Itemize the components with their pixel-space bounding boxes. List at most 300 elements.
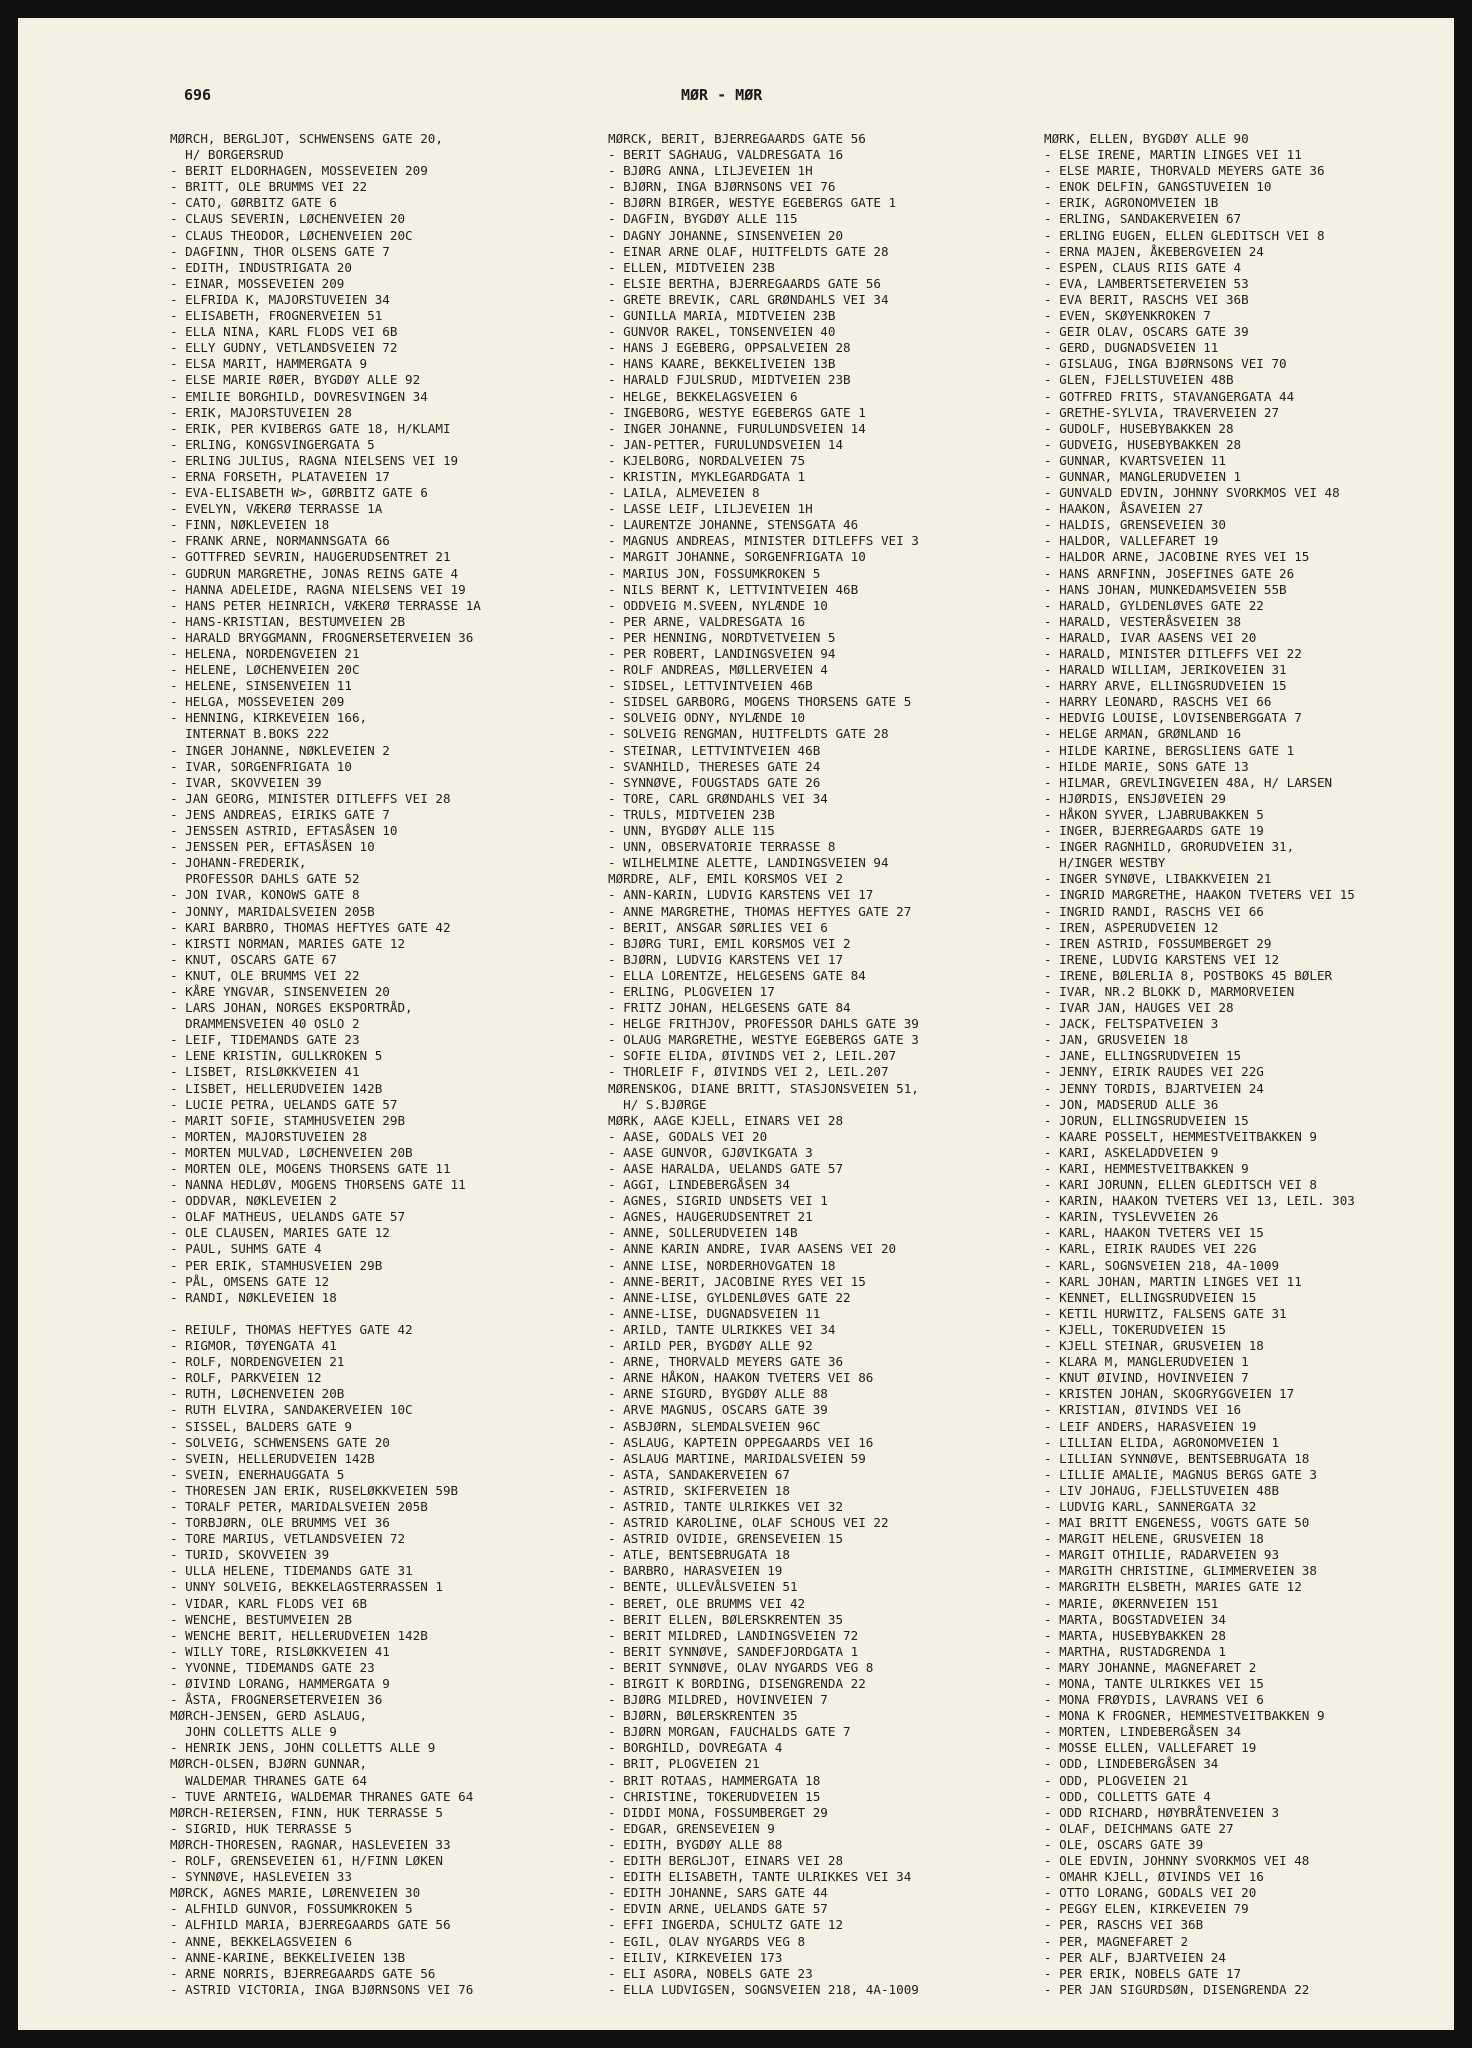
directory-entry: - FINN, NØKLEVEIEN 18 xyxy=(170,517,330,533)
directory-entry: - KNUT, OSCARS GATE 67 xyxy=(170,951,337,967)
directory-entry: - OLAF, DEICHMANS GATE 27 xyxy=(1044,1820,1234,1836)
directory-entry: - PER ROBERT, LANDINGSVEIEN 94 xyxy=(608,646,836,661)
directory-entry: - PAUL, SUHMS GATE 4 xyxy=(170,1241,322,1257)
directory-entry: - EDGAR, GRENSEVEIEN 9 xyxy=(608,1820,775,1836)
directory-entry: - ROLF ANDREAS, MØLLERVEIEN 4 xyxy=(608,662,828,678)
directory-entry: - BJØRG MILDRED, HOVINVEIEN 7 xyxy=(608,1692,828,1708)
directory-entry: H/ S.BJØRGE xyxy=(608,1096,707,1112)
directory-entry: - KARIN, TYSLEVVEIEN 26 xyxy=(1044,1209,1219,1225)
directory-column-1 xyxy=(170,131,590,1998)
directory-entry: - TURID, SKOVVEIEN 39 xyxy=(170,1547,330,1563)
directory-entry: - LEIF ANDERS, HARASVEIEN 19 xyxy=(1044,1418,1257,1434)
directory-entry: - HILMAR, GREVLINGVEIEN 48A, H/ LARSEN xyxy=(1044,774,1333,790)
directory-entry: - ANNE, SOLLERUDVEIEN 14B xyxy=(608,1225,798,1241)
directory-entry: - RANDI, NØKLEVEIEN 18 xyxy=(170,1289,337,1305)
directory-entry: - TRULS, MIDTVEIEN 23B xyxy=(608,806,775,822)
directory-entry: - GLEN, FJELLSTUVEIEN 48B xyxy=(1044,372,1234,388)
directory-entry: - LILLIAN ELIDA, AGRONOMVEIEN 1 xyxy=(1044,1434,1280,1450)
directory-entry: - ASLAUG, KAPTEIN OPPEGAARDS VEI 16 xyxy=(608,1434,874,1450)
directory-entry: - PÅL, OMSENS GATE 12 xyxy=(170,1273,330,1289)
directory-entry: - PER, RASCHS VEI 36B xyxy=(1044,1917,1204,1933)
directory-entry: - ULLA HELENE, TIDEMANDS GATE 31 xyxy=(170,1563,413,1579)
directory-entry: - IREN, ASPERUDVEIEN 12 xyxy=(1044,919,1219,935)
directory-entry: - MORTEN OLE, MOGENS THORSENS GATE 11 xyxy=(170,1161,451,1176)
directory-entry: - YVONNE, TIDEMANDS GATE 23 xyxy=(170,1659,375,1675)
directory-entry: - HARALD, IVAR AASENS VEI 20 xyxy=(1044,629,1257,645)
directory-entry: - JONNY, MARIDALSVEIEN 205B xyxy=(170,903,375,919)
directory-entry: - ASTRID KAROLINE, OLAF SCHOUS VEI 22 xyxy=(608,1515,889,1531)
directory-entry: - INGER, BJERREGAARDS GATE 19 xyxy=(1044,823,1264,839)
directory-entry: - EINAR, MOSSEVEIEN 209 xyxy=(170,275,345,291)
directory-entry: - GOTTFRED SEVRIN, HAUGERUDSENTRET 21 xyxy=(170,549,451,565)
directory-entry: - JAN, GRUSVEIEN 18 xyxy=(1044,1032,1189,1048)
directory-entry: - INGRID RANDI, RASCHS VEI 66 xyxy=(1044,903,1264,919)
directory-entry: - KNUT ØIVIND, HOVINVEIEN 7 xyxy=(1044,1370,1249,1386)
directory-entry: - HALDOR, VALLEFARET 19 xyxy=(1044,533,1219,549)
directory-entry: - SIGRID, HUK TERRASSE 5 xyxy=(170,1820,352,1836)
directory-entry: - OLAF MATHEUS, UELANDS GATE 57 xyxy=(170,1209,406,1225)
directory-entry: - LIV JOHAUG, FJELLSTUVEIEN 48B xyxy=(1044,1482,1280,1498)
directory-entry: - SVEIN, ENERHAUGGATA 5 xyxy=(170,1466,345,1482)
directory-entry: - ELISABETH, FROGNERVEIEN 51 xyxy=(170,308,383,324)
directory-entry: - GISLAUG, INGA BJØRNSONS VEI 70 xyxy=(1044,356,1287,372)
directory-entry: - AGNES, HAUGERUDSENTRET 21 xyxy=(608,1209,813,1225)
directory-entry: - KARL, HAAKON TVETERS VEI 15 xyxy=(1044,1225,1264,1241)
directory-entry: - LASSE LEIF, LILJEVEIEN 1H xyxy=(608,501,813,517)
directory-entry: - ATLE, BENTSEBRUGATA 18 xyxy=(608,1547,790,1563)
directory-column-2 xyxy=(608,131,1028,1998)
directory-entry: H/INGER WESTBY xyxy=(1044,855,1166,871)
directory-entry: - GUNNAR, MANGLERUDVEIEN 1 xyxy=(1044,468,1242,484)
directory-entry: - ELSE MARIE RØER, BYGDØY ALLE 92 xyxy=(170,372,421,388)
directory-entry: INTERNAT B.BOKS 222 xyxy=(170,726,330,742)
directory-entry: - MOSSE ELLEN, VALLEFARET 19 xyxy=(1044,1740,1257,1756)
directory-entry: - IRENE, LUDVIG KARSTENS VEI 12 xyxy=(1044,951,1280,967)
directory-entry: - ENOK DELFIN, GANGSTUVEIEN 10 xyxy=(1044,179,1272,195)
directory-entry: - IVAR, NR.2 BLOKK D, MARMORVEIEN xyxy=(1044,983,1295,999)
directory-entry: - HANS KAARE, BEKKELIVEIEN 13B xyxy=(608,356,836,372)
directory-entry: - LAURENTZE JOHANNE, STENSGATA 46 xyxy=(608,517,859,533)
directory-entry: - MARGIT OTHILIE, RADARVEIEN 93 xyxy=(1044,1547,1280,1563)
directory-entry: - MAGNUS ANDREAS, MINISTER DITLEFFS VEI 3 xyxy=(608,533,919,549)
directory-entry: - KARL, SOGNSVEIEN 218, 4A-1009 xyxy=(1044,1257,1280,1273)
directory-entry: - INGRID MARGRETHE, HAAKON TVETERS VEI 15 xyxy=(1044,887,1355,903)
directory-entry: - LUCIE PETRA, UELANDS GATE 57 xyxy=(170,1096,398,1112)
directory-entry: - BERIT SYNNØVE, SANDEFJORDGATA 1 xyxy=(608,1643,859,1659)
directory-entry: - PER ERIK, NOBELS GATE 17 xyxy=(1044,1965,1242,1981)
directory-entry: - HELENE, LØCHENVEIEN 20C xyxy=(170,662,360,678)
directory-entry: - BENTE, ULLEVÅLSVEIEN 51 xyxy=(608,1579,798,1595)
directory-entry: - DAGFIN, BYGDØY ALLE 115 xyxy=(608,211,798,227)
directory-entry: - DIDDI MONA, FOSSUMBERGET 29 xyxy=(608,1804,828,1820)
directory-entry: - BJØRG ANNA, LILJEVEIEN 1H xyxy=(608,163,813,179)
directory-entry: MØRCK, AGNES MARIE, LØRENVEIEN 30 xyxy=(170,1885,421,1901)
directory-entry: - KÅRE YNGVAR, SINSENVEIEN 20 xyxy=(170,983,390,999)
directory-entry: - BJØRN, LUDVIG KARSTENS VEI 17 xyxy=(608,951,844,967)
directory-entry: - HANS J EGEBERG, OPPSALVEIEN 28 xyxy=(608,340,851,356)
directory-entry: - HANNA ADELEIDE, RAGNA NIELSENS VEI 19 xyxy=(170,581,466,597)
directory-entry: - BERIT MILDRED, LANDINGSVEIEN 72 xyxy=(608,1627,859,1643)
directory-entry: - CLAUS THEODOR, LØCHENVEIEN 20C xyxy=(170,227,413,243)
directory-entry: - MARIT SOFIE, STAMHUSVEIEN 29B xyxy=(170,1112,406,1128)
directory-entry: - LEIF, TIDEMANDS GATE 23 xyxy=(170,1032,360,1048)
directory-entry: - BRIT ROTAAS, HAMMERGATA 18 xyxy=(608,1772,821,1788)
directory-entry: - OMAHR KJELL, ØIVINDS VEI 16 xyxy=(1044,1869,1264,1885)
directory-entry: - ELI ASORA, NOBELS GATE 23 xyxy=(608,1965,813,1981)
directory-entry: - CLAUS SEVERIN, LØCHENVEIEN 20 xyxy=(170,211,406,227)
directory-entry: - OLE EDVIN, JOHNNY SVORKMOS VEI 48 xyxy=(1044,1853,1310,1869)
directory-entry: - HELGE ARMAN, GRØNLAND 16 xyxy=(1044,726,1242,742)
directory-entry: - JORUN, ELLINGSRUDVEIEN 15 xyxy=(1044,1112,1249,1128)
directory-entry: - ERLING, KONGSVINGERGATA 5 xyxy=(170,436,375,452)
directory-entry: - EDITH ELISABETH, TANTE ULRIKKES VEI 34 xyxy=(608,1869,912,1885)
directory-entry: - GUNNAR, KVARTSVEIEN 11 xyxy=(1044,452,1226,468)
directory-entry: - MORTEN, MAJORSTUVEIEN 28 xyxy=(170,1128,368,1144)
directory-entry: - SOLVEIG RENGMAN, HUITFELDTS GATE 28 xyxy=(608,726,889,742)
directory-entry: - CHRISTINE, TOKERUDVEIEN 15 xyxy=(608,1788,821,1804)
directory-entry: - HARALD, GYLDENLØVES GATE 22 xyxy=(1044,597,1264,613)
directory-entry: - HENRIK JENS, JOHN COLLETTS ALLE 9 xyxy=(170,1740,436,1756)
directory-entry: - KRISTIAN, ØIVINDS VEI 16 xyxy=(1044,1402,1242,1418)
directory-entry: - LUDVIG KARL, SANNERGATA 32 xyxy=(1044,1498,1257,1514)
directory-entry: MØRK, ELLEN, BYGDØY ALLE 90 xyxy=(1044,131,1249,146)
directory-entry: - THORLEIF F, ØIVINDS VEI 2, LEIL.207 xyxy=(608,1064,889,1080)
directory-entry: - ASTRID, SKIFERVEIEN 18 xyxy=(608,1482,790,1498)
directory-entry: - IRENE, BØLERLIA 8, POSTBOKS 45 BØLER xyxy=(1044,967,1333,983)
directory-entry: - KARI JORUNN, ELLEN GLEDITSCH VEI 8 xyxy=(1044,1177,1317,1193)
directory-entry: - ELFRIDA K, MAJORSTUVEIEN 34 xyxy=(170,291,390,307)
directory-entry: - JENNY, EIRIK RAUDES VEI 22G xyxy=(1044,1064,1264,1080)
directory-entry: - AASE, GODALS VEI 20 xyxy=(608,1128,768,1144)
directory-entry: - GUNVALD EDVIN, JOHNNY SVORKMOS VEI 48 xyxy=(1044,485,1340,501)
directory-entry: - KETIL HURWITZ, FALSENS GATE 31 xyxy=(1044,1305,1287,1321)
directory-entry: DRAMMENSVEIEN 40 OSLO 2 xyxy=(170,1016,360,1032)
directory-entry: - MONA FRØYDIS, LAVRANS VEI 6 xyxy=(1044,1692,1264,1708)
directory-entry: - MARY JOHANNE, MAGNEFARET 2 xyxy=(1044,1659,1257,1675)
directory-entry: - ELLA LUDVIGSEN, SOGNSVEIEN 218, 4A-1009 xyxy=(608,1981,919,1997)
directory-entry: - HELGA, MOSSEVEIEN 209 xyxy=(170,694,345,710)
directory-entry: MØRENSKOG, DIANE BRITT, STASJONSVEIEN 51, xyxy=(608,1080,919,1096)
directory-entry: - UNNY SOLVEIG, BEKKELAGSTERRASSEN 1 xyxy=(170,1579,443,1595)
directory-entry: - TORALF PETER, MARIDALSVEIEN 205B xyxy=(170,1498,428,1514)
directory-entry: - WENCHE, BESTUMVEIEN 2B xyxy=(170,1611,352,1627)
directory-entry: - SIDSEL, LETTVINTVEIEN 46B xyxy=(608,678,813,694)
directory-entry xyxy=(170,1306,590,1322)
directory-entry: - INGEBORG, WESTYE EGEBERGS GATE 1 xyxy=(608,404,866,420)
directory-entry: - ELLA LORENTZE, HELGESENS GATE 84 xyxy=(608,967,866,983)
directory-entry: - EVA BERIT, RASCHS VEI 36B xyxy=(1044,291,1249,307)
directory-entry: - IVAR, SKOVVEIEN 39 xyxy=(170,774,322,790)
directory-entry: - ERIK, PER KVIBERGS GATE 18, H/KLAMI xyxy=(170,420,451,436)
directory-entry: - GEIR OLAV, OSCARS GATE 39 xyxy=(1044,324,1249,340)
directory-entry: - ØIVIND LORANG, HAMMERGATA 9 xyxy=(170,1676,390,1691)
directory-entry: PROFESSOR DAHLS GATE 52 xyxy=(170,871,360,887)
directory-entry: - ODD, COLLETTS GATE 4 xyxy=(1044,1788,1211,1804)
directory-entry: WALDEMAR THRANES GATE 64 xyxy=(170,1772,368,1788)
directory-entry: - ANNE-BERIT, JACOBINE RYES VEI 15 xyxy=(608,1273,866,1289)
directory-entry: - BERET, OLE BRUMMS VEI 42 xyxy=(608,1595,806,1611)
directory-entry: - EVA-ELISABETH W>, GØRBITZ GATE 6 xyxy=(170,485,428,501)
directory-entry: - ERLING, PLOGVEIEN 17 xyxy=(608,983,775,999)
directory-entry: - ANNE, BEKKELAGSVEIEN 6 xyxy=(170,1933,352,1949)
directory-entry: - MORTEN MULVAD, LØCHENVEIEN 20B xyxy=(170,1144,413,1160)
directory-entry: - KRISTIN, MYKLEGARDGATA 1 xyxy=(608,468,806,484)
directory-entry: - GUDRUN MARGRETHE, JONAS REINS GATE 4 xyxy=(170,565,459,581)
directory-entry: - MORTEN, LINDEBERGÅSEN 34 xyxy=(1044,1724,1242,1740)
directory-entry: - EFFI INGERDA, SCHULTZ GATE 12 xyxy=(608,1917,844,1933)
directory-entry: - PEGGY ELEN, KIRKEVEIEN 79 xyxy=(1044,1901,1249,1917)
directory-entry: - STEINAR, LETTVINTVEIEN 46B xyxy=(608,742,821,758)
directory-entry: - EVELYN, VÆKERØ TERRASSE 1A xyxy=(170,501,383,517)
directory-entry: - KIRSTI NORMAN, MARIES GATE 12 xyxy=(170,935,406,951)
directory-entry: - ANNE LISE, NORDERHOVGATEN 18 xyxy=(608,1257,836,1273)
directory-entry: - SOFIE ELIDA, ØIVINDS VEI 2, LEIL.207 xyxy=(608,1048,897,1064)
directory-entry: MØRCH-OLSEN, BJØRN GUNNAR, xyxy=(170,1756,368,1772)
directory-entry: - ELSE MARIE, THORVALD MEYERS GATE 36 xyxy=(1044,163,1325,179)
directory-entry: - GERD, DUGNADSVEIEN 11 xyxy=(1044,340,1219,356)
directory-entry: - SYNNØVE, FOUGSTADS GATE 26 xyxy=(608,774,821,790)
directory-entry: - ELLA NINA, KARL FLODS VEI 6B xyxy=(170,324,398,340)
directory-entry: - UNN, OBSERVATORIE TERRASSE 8 xyxy=(608,839,836,855)
directory-entry: - HELENA, NORDENGVEIEN 21 xyxy=(170,646,360,661)
directory-entry: - RIGMOR, TØYENGATA 41 xyxy=(170,1338,337,1354)
directory-entry: - DAGFINN, THOR OLSENS GATE 7 xyxy=(170,243,390,259)
directory-entry: - FRITZ JOHAN, HELGESENS GATE 84 xyxy=(608,1000,851,1016)
directory-entry: - PER ALF, BJARTVEIEN 24 xyxy=(1044,1949,1226,1965)
directory-entry: - BERIT ELDORHAGEN, MOSSEVEIEN 209 xyxy=(170,163,428,179)
directory-entry: - SOLVEIG, SCHWENSENS GATE 20 xyxy=(170,1434,390,1450)
directory-entry: - HELGE, BEKKELAGSVEIEN 6 xyxy=(608,388,798,404)
directory-entry: - CATO, GØRBITZ GATE 6 xyxy=(170,195,337,211)
directory-entry: - EDITH BERGLJOT, EINARS VEI 28 xyxy=(608,1853,844,1869)
directory-entry: - BJØRN BIRGER, WESTYE EGEBERGS GATE 1 xyxy=(608,195,897,211)
directory-entry: - ODD, PLOGVEIEN 21 xyxy=(1044,1772,1189,1788)
directory-entry: - IREN ASTRID, FOSSUMBERGET 29 xyxy=(1044,935,1272,951)
directory-entry: - TORE MARIUS, VETLANDSVEIEN 72 xyxy=(170,1531,406,1547)
directory-entry: - MARGIT HELENE, GRUSVEIEN 18 xyxy=(1044,1531,1264,1547)
directory-entry: - HELENE, SINSENVEIEN 11 xyxy=(170,678,352,694)
directory-entry: - HARALD, VESTERÅSVEIEN 38 xyxy=(1044,613,1242,629)
directory-entry: - ELLY GUDNY, VETLANDSVEIEN 72 xyxy=(170,340,398,356)
directory-entry: - VIDAR, KARL FLODS VEI 6B xyxy=(170,1595,368,1611)
directory-entry: - SYNNØVE, HASLEVEIEN 33 xyxy=(170,1869,352,1885)
directory-entry: - DAGNY JOHANNE, SINSENVEIEN 20 xyxy=(608,227,844,243)
directory-entry: - JAN-PETTER, FURULUNDSVEIEN 14 xyxy=(608,436,844,452)
directory-entry: - BRITT, OLE BRUMMS VEI 22 xyxy=(170,179,368,195)
directory-entry: - ASTRID OVIDIE, GRENSEVEIEN 15 xyxy=(608,1531,844,1547)
directory-entry: - ERNA MAJEN, ÅKEBERGVEIEN 24 xyxy=(1044,243,1264,259)
directory-entry: - ASTRID, TANTE ULRIKKES VEI 32 xyxy=(608,1498,844,1514)
directory-entry: MØRDRE, ALF, EMIL KORSMOS VEI 2 xyxy=(608,871,844,887)
directory-entry: - INGER SYNØVE, LIBAKKVEIEN 21 xyxy=(1044,871,1272,887)
directory-entry: - ALFHILD GUNVOR, FOSSUMKROKEN 5 xyxy=(170,1901,413,1917)
directory-entry: - MARGRITH ELSBETH, MARIES GATE 12 xyxy=(1044,1579,1302,1595)
directory-entry: - HANS ARNFINN, JOSEFINES GATE 26 xyxy=(1044,565,1295,581)
directory-entry: - JON, MADSERUD ALLE 36 xyxy=(1044,1096,1219,1112)
directory-entry: - KRISTEN JOHAN, SKOGRYGGVEIEN 17 xyxy=(1044,1386,1295,1402)
directory-entry: - UNN, BYGDØY ALLE 115 xyxy=(608,823,775,839)
directory-entry: - LAILA, ALMEVEIEN 8 xyxy=(608,485,760,501)
directory-entry: - ARILD PER, BYGDØY ALLE 92 xyxy=(608,1338,813,1354)
directory-entry: - KENNET, ELLINGSRUDVEIEN 15 xyxy=(1044,1289,1257,1305)
directory-entry: - HARRY LEONARD, RASCHS VEI 66 xyxy=(1044,694,1272,710)
directory-entry: - ERNA FORSETH, PLATAVEIEN 17 xyxy=(170,468,390,484)
directory-entry: - HARALD FJULSRUD, MIDTVEIEN 23B xyxy=(608,372,851,388)
directory-entry: - HILDE MARIE, SONS GATE 13 xyxy=(1044,758,1249,774)
directory-entry: - AGNES, SIGRID UNDSETS VEI 1 xyxy=(608,1193,828,1209)
directory-entry: - MARGITH CHRISTINE, GLIMMERVEIEN 38 xyxy=(1044,1563,1317,1579)
directory-entry: - KAARE POSSELT, HEMMESTVEITBAKKEN 9 xyxy=(1044,1128,1317,1144)
directory-entry: - HJØRDIS, ENSJØVEIEN 29 xyxy=(1044,790,1226,806)
directory-entry: - REIULF, THOMAS HEFTYES GATE 42 xyxy=(170,1321,413,1337)
directory-entry: - EVEN, SKØYENKROKEN 7 xyxy=(1044,308,1211,324)
directory-entry: - ROLF, PARKVEIEN 12 xyxy=(170,1370,322,1386)
directory-entry: - KNUT, OLE BRUMMS VEI 22 xyxy=(170,967,360,983)
directory-entry: - ÅSTA, FROGNERSETERVEIEN 36 xyxy=(170,1692,383,1708)
directory-entry: - ERLING, SANDAKERVEIEN 67 xyxy=(1044,211,1242,227)
directory-entry: - SVEIN, HELLERUDVEIEN 142B xyxy=(170,1450,375,1466)
directory-entry: - HALDIS, GRENSEVEIEN 30 xyxy=(1044,517,1226,533)
directory-entry: - KJELL STEINAR, GRUSVEIEN 18 xyxy=(1044,1338,1264,1354)
directory-entry: - OLE CLAUSEN, MARIES GATE 12 xyxy=(170,1225,390,1241)
directory-entry: - HANS PETER HEINRICH, VÆKERØ TERRASSE 1A xyxy=(170,597,481,613)
directory-entry: - EDITH, INDUSTRIGATA 20 xyxy=(170,259,352,275)
directory-entry: - ANNE KARIN ANDRE, IVAR AASENS VEI 20 xyxy=(608,1241,897,1257)
directory-entry: - GUDOLF, HUSEBYBAKKEN 28 xyxy=(1044,420,1234,436)
directory-entry: - JOHANN-FREDERIK, xyxy=(170,855,307,871)
directory-entry: - ERIK, MAJORSTUVEIEN 28 xyxy=(170,404,352,420)
directory-entry: MØRCH-REIERSEN, FINN, HUK TERRASSE 5 xyxy=(170,1804,443,1820)
directory-entry: - ASLAUG MARTINE, MARIDALSVEIEN 59 xyxy=(608,1450,866,1466)
directory-page xyxy=(18,18,1454,2030)
directory-entry: - ASTA, SANDAKERVEIEN 67 xyxy=(608,1466,790,1482)
directory-entry: - BERIT, ANSGAR SØRLIES VEI 6 xyxy=(608,919,828,935)
directory-entry: - PER ARNE, VALDRESGATA 16 xyxy=(608,613,806,629)
directory-entry: - EINAR ARNE OLAF, HUITFELDTS GATE 28 xyxy=(608,243,889,259)
directory-entry: MØRCH-JENSEN, GERD ASLAUG, xyxy=(170,1708,368,1724)
directory-entry: - PER, MAGNEFARET 2 xyxy=(1044,1933,1189,1949)
directory-entry: - KLARA M, MANGLERUDVEIEN 1 xyxy=(1044,1354,1249,1370)
directory-entry: - JENNY TORDIS, BJARTVEIEN 24 xyxy=(1044,1080,1264,1096)
directory-entry: - JACK, FELTSPATVEIEN 3 xyxy=(1044,1016,1219,1032)
directory-entry: - WILHELMINE ALETTE, LANDINGSVEIEN 94 xyxy=(608,855,889,871)
directory-entry: - INGER JOHANNE, FURULUNDSVEIEN 14 xyxy=(608,420,866,436)
directory-entry: - HELGE FRITHJOV, PROFESSOR DAHLS GATE 39 xyxy=(608,1016,919,1032)
directory-entry: - PER HENNING, NORDTVETVEIEN 5 xyxy=(608,629,836,645)
directory-entry: - NANNA HEDLØV, MOGENS THORSENS GATE 11 xyxy=(170,1177,466,1193)
directory-entry: - KARL, EIRIK RAUDES VEI 22G xyxy=(1044,1241,1257,1257)
directory-entry: - INGER RAGNHILD, GRORUDVEIEN 31, xyxy=(1044,839,1295,855)
directory-entry: - OTTO LORANG, GODALS VEI 20 xyxy=(1044,1885,1257,1901)
directory-entry: - FRANK ARNE, NORMANNSGATA 66 xyxy=(170,533,390,549)
directory-entry: - BERIT SAGHAUG, VALDRESGATA 16 xyxy=(608,147,844,163)
directory-entry: - GRETE BREVIK, CARL GRØNDAHLS VEI 34 xyxy=(608,291,889,307)
directory-entry: - ALFHILD MARIA, BJERREGAARDS GATE 56 xyxy=(170,1917,451,1933)
directory-entry: - GOTFRED FRITS, STAVANGERGATA 44 xyxy=(1044,388,1295,404)
directory-entry: - GUNILLA MARIA, MIDTVEIEN 23B xyxy=(608,308,836,324)
directory-entry: - LISBET, RISLØKKVEIEN 41 xyxy=(170,1064,360,1080)
directory-entry: - LARS JOHAN, NORGES EKSPORTRÅD, xyxy=(170,1000,413,1016)
directory-entry: - KARL JOHAN, MARTIN LINGES VEI 11 xyxy=(1044,1273,1302,1289)
directory-entry: - ANNE-LISE, DUGNADSVEIEN 11 xyxy=(608,1305,821,1321)
directory-entry: - ANNE MARGRETHE, THOMAS HEFTYES GATE 27 xyxy=(608,903,912,919)
directory-entry: - HANS JOHAN, MUNKEDAMSVEIEN 55B xyxy=(1044,581,1287,597)
directory-column-3 xyxy=(1044,131,1464,1998)
directory-entry: - HENNING, KIRKEVEIEN 166, xyxy=(170,710,368,726)
directory-entry: - EGIL, OLAV NYGARDS VEG 8 xyxy=(608,1933,806,1949)
directory-entry: - ELSE IRENE, MARTIN LINGES VEI 11 xyxy=(1044,147,1302,163)
directory-entry: - ARNE, THORVALD MEYERS GATE 36 xyxy=(608,1354,844,1370)
directory-entry: - LISBET, HELLERUDVEIEN 142B xyxy=(170,1080,383,1096)
directory-entry: - ODD RICHARD, HØYBRÅTENVEIEN 3 xyxy=(1044,1804,1280,1820)
directory-entry: - IVAR, SORGENFRIGATA 10 xyxy=(170,758,352,774)
directory-entry: MØRCK, BERIT, BJERREGAARDS GATE 56 xyxy=(608,131,866,146)
directory-entry: - BRIT, PLOGVEIEN 21 xyxy=(608,1756,760,1772)
directory-entry: - SVANHILD, THERESES GATE 24 xyxy=(608,758,821,774)
page-number: 696 xyxy=(184,86,212,104)
directory-entry: - LENE KRISTIN, GULLKROKEN 5 xyxy=(170,1048,383,1064)
directory-entry: - TORE, CARL GRØNDAHLS VEI 34 xyxy=(608,790,828,806)
directory-entry: - BIRGIT K BORDING, DISENGRENDA 22 xyxy=(608,1676,866,1691)
directory-entry: - MARIUS JON, FOSSUMKROKEN 5 xyxy=(608,565,821,581)
directory-entry: - WILLY TORE, RISLØKKVEIEN 41 xyxy=(170,1643,390,1659)
directory-entry: - GUDVEIG, HUSEBYBAKKEN 28 xyxy=(1044,436,1242,452)
directory-entry: - ERLING JULIUS, RAGNA NIELSENS VEI 19 xyxy=(170,452,459,468)
directory-entry: - BJØRN, BØLERSKRENTEN 35 xyxy=(608,1708,798,1724)
directory-entry: - ERIK, AGRONOMVEIEN 1B xyxy=(1044,195,1219,211)
directory-entry: - HARRY ARVE, ELLINGSRUDVEIEN 15 xyxy=(1044,678,1287,694)
directory-entry: - BERIT ELLEN, BØLERSKRENTEN 35 xyxy=(608,1611,844,1627)
directory-entry: - MARTHA, RUSTADGRENDA 1 xyxy=(1044,1643,1226,1659)
directory-entry: - ROLF, GRENSEVEIEN 61, H/FINN LØKEN xyxy=(170,1853,443,1869)
directory-entry: - AASE GUNVOR, GJØVIKGATA 3 xyxy=(608,1144,813,1160)
directory-entry: - ODDVAR, NØKLEVEIEN 2 xyxy=(170,1193,337,1209)
directory-entry: - ARVE MAGNUS, OSCARS GATE 39 xyxy=(608,1402,828,1418)
directory-entry: - ANNE-KARINE, BEKKELIVEIEN 13B xyxy=(170,1949,406,1965)
directory-entry: - ARNE NORRIS, BJERREGAARDS GATE 56 xyxy=(170,1965,436,1981)
directory-entry: - MONA K FROGNER, HEMMESTVEITBAKKEN 9 xyxy=(1044,1708,1325,1724)
directory-entry: - HILDE KARINE, BERGSLIENS GATE 1 xyxy=(1044,742,1295,758)
directory-entry: - TUVE ARNTEIG, WALDEMAR THRANES GATE 64 xyxy=(170,1788,474,1804)
directory-entry: - SIDSEL GARBORG, MOGENS THORSENS GATE 5 xyxy=(608,694,912,710)
directory-entry: - NILS BERNT K, LETTVINTVEIEN 46B xyxy=(608,581,859,597)
directory-entry: - WENCHE BERIT, HELLERUDVEIEN 142B xyxy=(170,1627,428,1643)
directory-entry: - PER JAN SIGURDSØN, DISENGRENDA 22 xyxy=(1044,1981,1310,1997)
directory-entry: - BERIT SYNNØVE, OLAV NYGARDS VEG 8 xyxy=(608,1659,874,1675)
directory-entry: - EMILIE BORGHILD, DOVRESVINGEN 34 xyxy=(170,388,428,404)
directory-entry: - ARNE HÅKON, HAAKON TVETERS VEI 86 xyxy=(608,1370,874,1386)
directory-entry: - EDITH JOHANNE, SARS GATE 44 xyxy=(608,1885,828,1901)
running-head: MØR - MØR xyxy=(681,86,763,104)
directory-entry: - THORESEN JAN ERIK, RUSELØKKVEIEN 59B xyxy=(170,1482,459,1498)
directory-entry: - KARI BARBRO, THOMAS HEFTYES GATE 42 xyxy=(170,919,451,935)
directory-entry: - MARIE, ØKERNVEIEN 151 xyxy=(1044,1595,1219,1611)
directory-entry: - MAI BRITT ENGENESS, VOGTS GATE 50 xyxy=(1044,1515,1310,1531)
directory-entry: - INGER JOHANNE, NØKLEVEIEN 2 xyxy=(170,742,390,758)
directory-entry: - KARI, ASKELADDVEIEN 9 xyxy=(1044,1144,1219,1160)
directory-entry: - IVAR JAN, HAUGES VEI 28 xyxy=(1044,1000,1234,1016)
directory-entry: - BARBRO, HARASVEIEN 19 xyxy=(608,1563,783,1579)
directory-entry: - JANE, ELLINGSRUDVEIEN 15 xyxy=(1044,1048,1242,1064)
directory-entry: - ERLING EUGEN, ELLEN GLEDITSCH VEI 8 xyxy=(1044,227,1325,243)
directory-entry: - ODDVEIG M.SVEEN, NYLÆNDE 10 xyxy=(608,597,828,613)
directory-entry: - HALDOR ARNE, JACOBINE RYES VEI 15 xyxy=(1044,549,1310,565)
directory-entry: - ANNE-LISE, GYLDENLØVES GATE 22 xyxy=(608,1289,851,1305)
directory-entry: - EILIV, KIRKEVEIEN 173 xyxy=(608,1949,783,1965)
directory-entry: - KARI, HEMMESTVEITBAKKEN 9 xyxy=(1044,1161,1249,1176)
directory-entry: - LILLIE AMALIE, MAGNUS BERGS GATE 3 xyxy=(1044,1466,1317,1482)
directory-entry: MØRCH-THORESEN, RAGNAR, HASLEVEIEN 33 xyxy=(170,1836,451,1852)
